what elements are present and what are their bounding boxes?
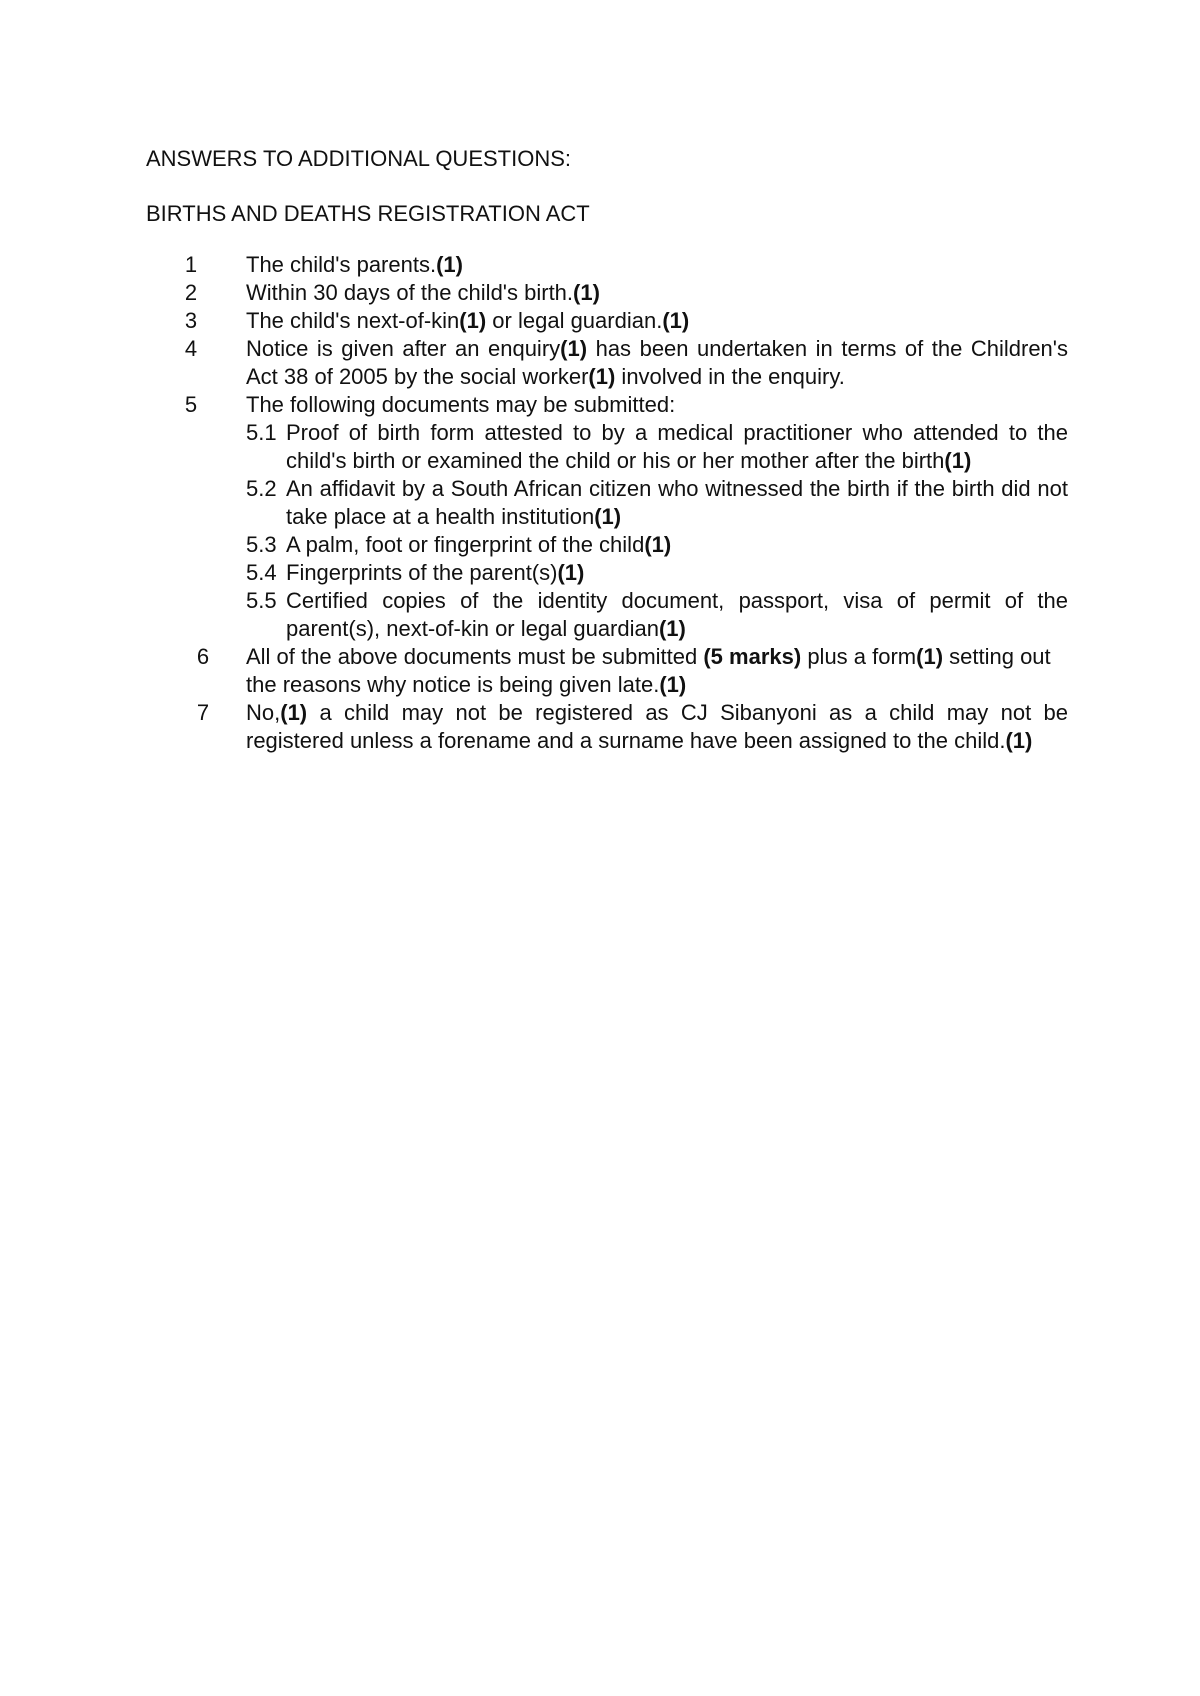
sub-answer-number: 5.1 [246,420,277,445]
mark: (1) [588,364,616,389]
mark: (5 marks) [703,644,802,669]
document-title: ANSWERS TO ADDITIONAL QUESTIONS: [146,146,572,171]
mark: (1) [944,448,972,473]
answer-number: 1 [184,252,198,277]
sub-answer-5-1 [246,419,1068,475]
mark: (1) [644,532,672,557]
mark: (1) [1005,728,1033,753]
sub-answer-text: Proof of birth form attested to by a medical practitioner who attended to the child's birth or examined the child or his or her mother after the birth(1) [286,420,1068,473]
sub-answer-text: Fingerprints of the parent(s)(1) [286,560,585,585]
answer-text: Within 30 days of the child's birth.(1) [246,280,600,305]
sub-answer-number: 5.2 [246,476,277,501]
answers-list [146,251,1068,755]
sub-answer-number: 5.5 [246,588,277,613]
answer-text: All of the above documents must be submitted (5 marks) plus a form(1) setting out the reasons why notice is being given late.(1) [246,644,1051,697]
answer-number: 2 [184,280,198,305]
document-subtitle: BIRTHS AND DEATHS REGISTRATION ACT [146,201,590,226]
answer-text: The child's parents.(1) [246,252,463,277]
mark: (1) [916,644,944,669]
sub-answer-5-5 [246,587,1068,643]
mark: (1) [658,616,686,641]
answer-text: No,(1) a child may not be registered as CJ Sibanyoni as a child may not be registered unless a forename and a surname have been assigned to the child.(1) [246,700,1068,753]
mark: (1) [594,504,622,529]
sub-answer-text: An affidavit by a South African citizen who witnessed the birth if the birth did not take place at a health institution(1) [286,476,1068,529]
answer-2 [146,279,1068,307]
sub-answer-text: A palm, foot or fingerprint of the child(1) [286,532,672,557]
sub-answer-5-4 [246,559,1068,587]
answer-text: The child's next-of-kin(1) or legal guardian.(1) [246,308,690,333]
mark: (1) [557,560,585,585]
sub-answer-5-2 [246,475,1068,531]
mark: (1) [662,308,690,333]
sub-answer-5-3 [246,531,1068,559]
answer-1 [146,251,1068,279]
mark: (1) [459,308,487,333]
answer-7 [146,699,1068,755]
mark: (1) [436,252,463,277]
answer-4 [146,335,1068,391]
sub-answer-text: Certified copies of the identity document, passport, visa of permit of the parent(s), next-of-kin or legal guardian(1) [286,588,1068,641]
answer-text: Notice is given after an enquiry(1) has been undertaken in terms of the Children's Act 38 of 2005 by the social worker(1) involved in the enquiry. [246,336,1068,389]
answer-number: 3 [184,308,198,333]
sub-answer-number: 5.3 [246,532,277,557]
answer-number: 5 [184,392,198,417]
answer-3 [146,307,1068,335]
sub-answer-number: 5.4 [246,560,277,585]
answer-5 [146,391,1068,419]
answer-number: 7 [196,700,210,725]
answer-6 [146,643,1068,699]
mark: (1) [560,336,588,361]
answer-text: The following documents may be submitted: [246,392,676,417]
mark: (1) [659,672,687,697]
answer-number: 4 [184,336,198,361]
mark: (1) [280,700,308,725]
answer-number: 6 [196,644,210,669]
mark: (1) [573,280,600,305]
